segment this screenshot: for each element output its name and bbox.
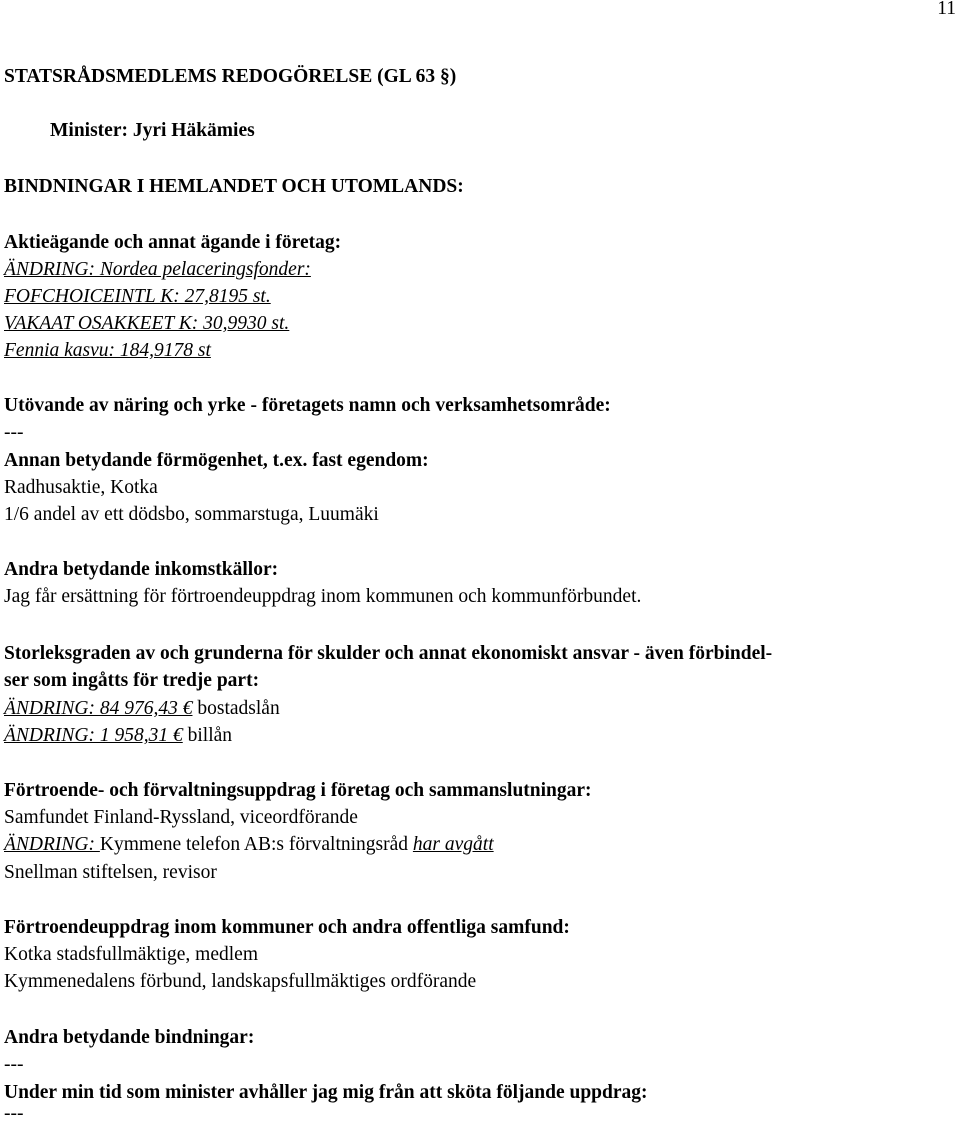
trust-company-text: Kymmene telefon AB:s förvaltningsråd [99, 834, 413, 855]
document-title: STATSRÅDSMEDLEMS REDOGÖRELSE (GL 63 §) [4, 66, 457, 87]
shares-item: Fennia kasvu: 184,9178 st [4, 340, 211, 361]
debts-heading: Storleksgraden av och grunderna för skulder och annat ekonomiskt ansvar - även förbindel- [4, 643, 773, 664]
resigned-status: har avgått [412, 834, 494, 855]
debt-description: billån [187, 725, 233, 746]
trust-company-item: Samfundet Finland-Ryssland, viceordförande [4, 807, 358, 828]
debt-item [4, 696, 280, 722]
debt-item [4, 723, 232, 749]
shares-heading: Aktieägande och annat ägande i företag: [4, 232, 342, 253]
page-number: 11 [937, 0, 956, 19]
business-heading: Utövande av näring och yrke - företagets namn och verksamhetsområde: [4, 395, 611, 416]
abstain-heading: Under min tid som minister avhåller jag mig från att sköta följande uppdrag: [4, 1082, 648, 1103]
business-value: --- [4, 422, 24, 443]
asset-item: Radhusaktie, Kotka [4, 477, 158, 498]
trust-company-item: Snellman stiftelsen, revisor [4, 862, 217, 883]
trust-municipal-heading: Förtroendeuppdrag inom kommuner och andra offentliga samfund: [4, 917, 570, 938]
change-label: ÄNDRING: [4, 834, 100, 855]
minister-name: Minister: Jyri Häkämies [50, 120, 255, 141]
asset-item: 1/6 andel av ett dödsbo, sommarstuga, Luumäki [4, 504, 379, 525]
abstain-value: --- [4, 1103, 24, 1124]
debt-description: bostadslån [197, 698, 280, 719]
trust-company-item [4, 832, 494, 858]
assets-heading: Annan betydande förmögenhet, t.ex. fast egendom: [4, 450, 429, 471]
debt-change: ÄNDRING: 84 976,43 € [4, 698, 193, 719]
trust-municipal-item: Kotka stadsfullmäktige, medlem [4, 944, 258, 965]
income-text: Jag får ersättning för förtroendeuppdrag inom kommunen och kommunförbundet. [4, 586, 642, 607]
debt-change: ÄNDRING: 1 958,31 € [4, 725, 183, 746]
shares-item: VAKAAT OSAKKEET K: 30,9930 st. [4, 313, 290, 334]
trust-companies-heading: Förtroende- och förvaltningsuppdrag i företag och sammanslutningar: [4, 780, 592, 801]
shares-change-line: ÄNDRING: Nordea pelaceringsfonder: [4, 259, 311, 280]
income-heading: Andra betydande inkomstkällor: [4, 559, 279, 580]
shares-item: FOFCHOICEINTL K: 27,8195 st. [4, 286, 271, 307]
trust-municipal-item: Kymmenedalens förbund, landskapsfullmäktiges ordförande [4, 971, 477, 992]
debts-heading: ser som ingåtts för tredje part: [4, 670, 260, 691]
other-ties-heading: Andra betydande bindningar: [4, 1027, 255, 1048]
other-ties-value: --- [4, 1054, 24, 1075]
section-heading-ties: BINDNINGAR I HEMLANDET OCH UTOMLANDS: [4, 176, 464, 197]
